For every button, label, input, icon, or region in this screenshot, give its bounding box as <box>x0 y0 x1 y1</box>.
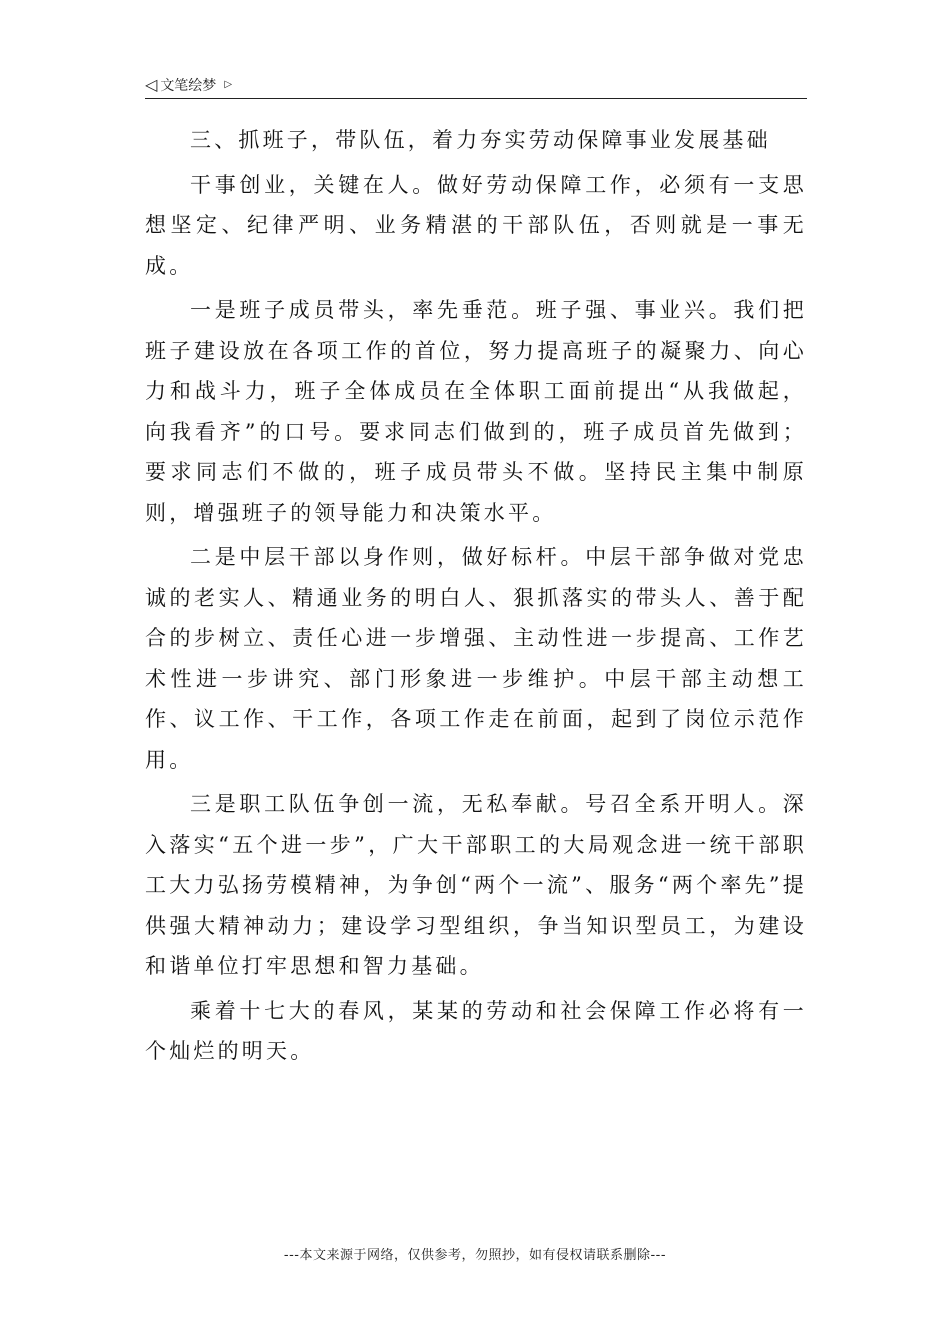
section-heading: 三、抓班子，带队伍，着力夯实劳动保障事业发展基础 <box>190 128 771 152</box>
footer-disclaimer: ---本文来源于网络，仅供参考，勿照抄，如有侵权请联系删除--- <box>283 1248 667 1263</box>
body-paragraph: 二是中层干部以身作则，做好标杆。中层干部争做对党忠诚的老实人、精通业务的明白人、狠抓落实的带头人、善于配合的步树立、责任心进一步增强、主动性进一步提高、工作艺术性进一步讲究、部门形象进一步维护。中层干部主动想工作、议工作、干工作，各项工作走在前面，起到了岗位示范作用。 <box>145 545 807 772</box>
triangle-left-icon: ◁ <box>145 75 158 94</box>
document-body <box>145 120 807 1072</box>
body-paragraph: 干事创业，关键在人。做好劳动保障工作，必须有一支思想坚定、纪律严明、业务精湛的干部队伍，否则就是一事无成。 <box>145 172 807 278</box>
body-paragraph: 三是职工队伍争创一流，无私奉献。号召全系开明人。深入落实“五个进一步”，广大干部职工的大局观念进一统干部职工大力弘扬劳模精神，为争创“两个一流”、服务“两个率先”提供强大精神动力；建设学习型组织，争当知识型员工，为建设和谐单位打牢思想和智力基础。 <box>145 792 807 978</box>
body-paragraph: 乘着十七大的春风，某某的劳动和社会保障工作必将有一个灿烂的明天。 <box>145 998 807 1063</box>
header-title: 文笔绘梦 <box>160 78 217 94</box>
triangle-right-icon: ▷ <box>224 79 233 90</box>
body-paragraph: 一是班子成员带头，率先垂范。班子强、事业兴。我们把班子建设放在各项工作的首位，努力提高班子的凝聚力、向心力和战斗力，班子全体成员在全体职工面前提出“从我做起，向我看齐”的口号。要求同志们做到的，班子成员首先做到；要求同志们不做的，班子成员带头不做。坚持民主集中制原则，增强班子的领导能力和决策水平。 <box>145 298 807 525</box>
document-header <box>145 72 807 99</box>
